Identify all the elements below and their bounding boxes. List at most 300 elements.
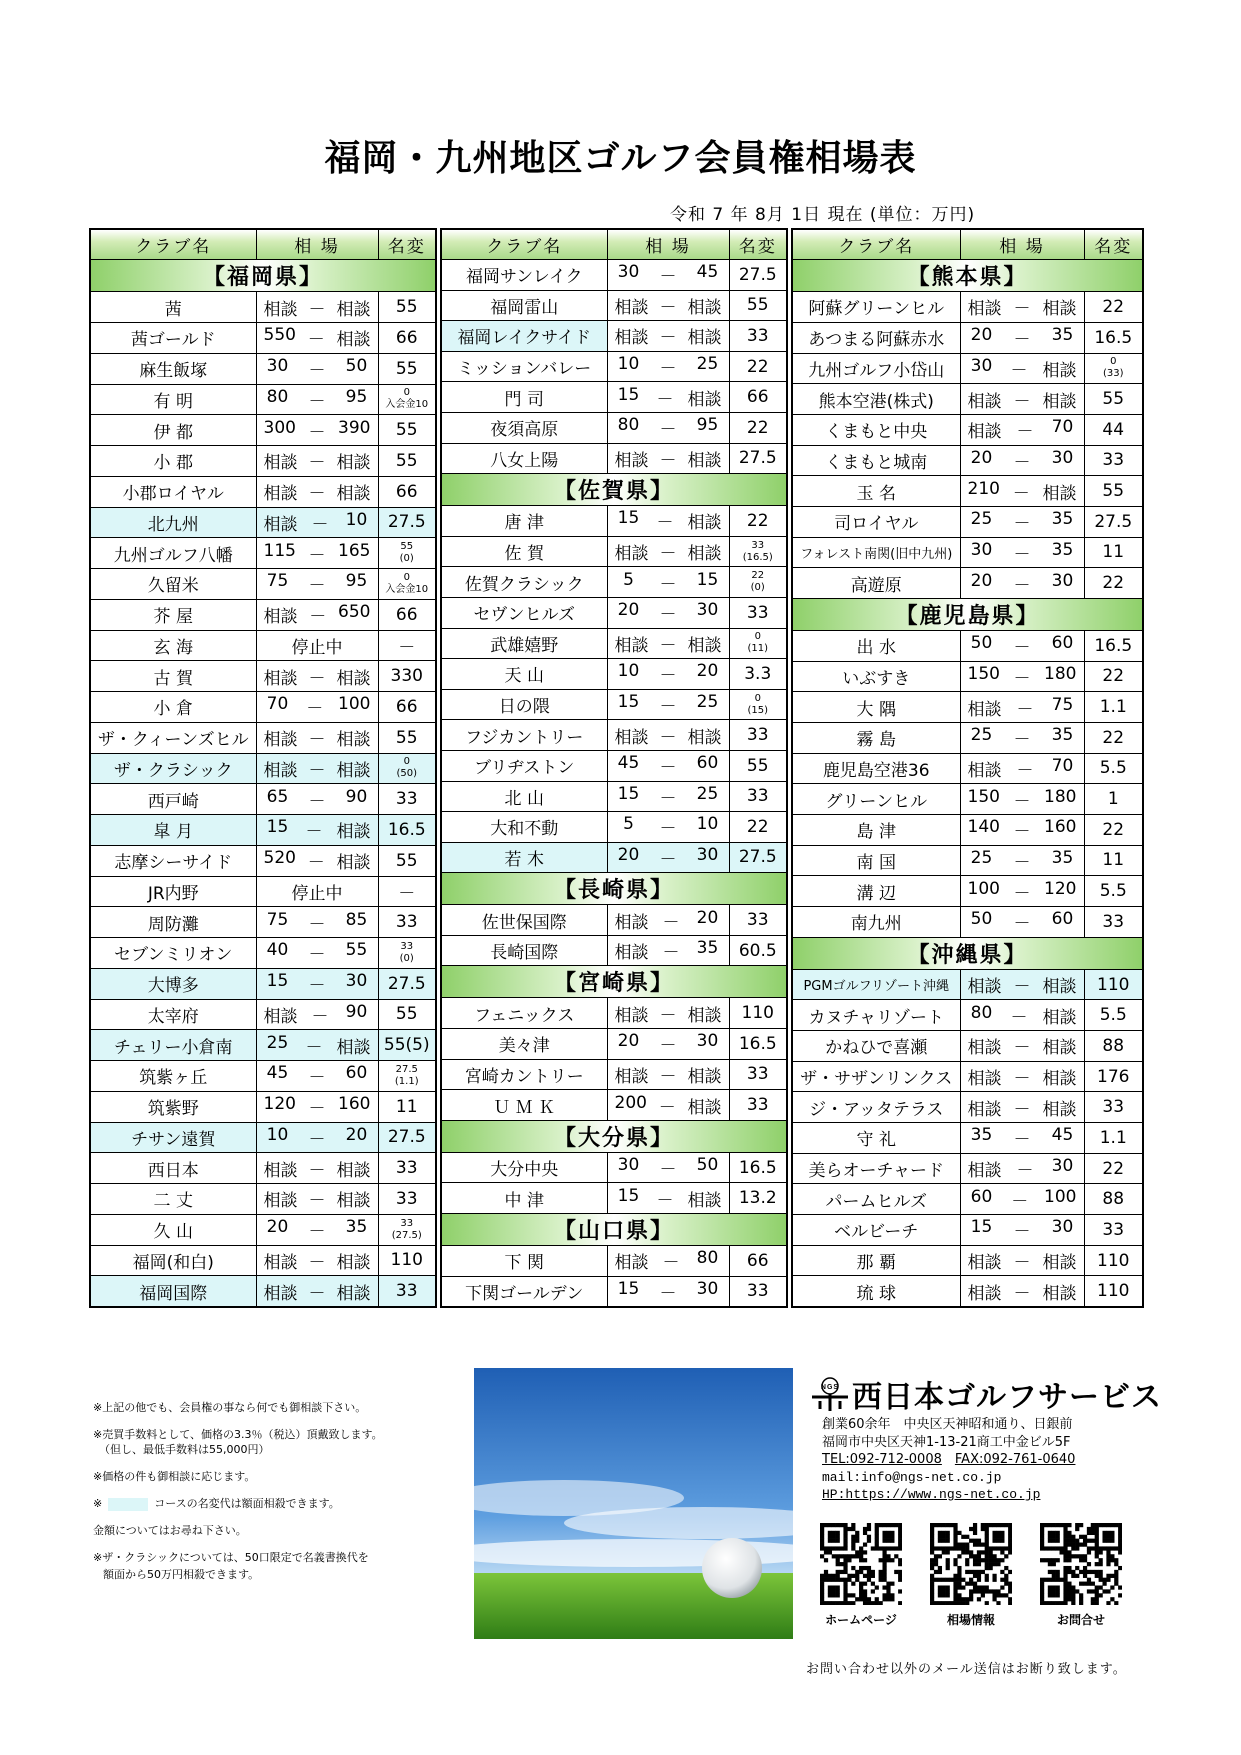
price-high: 95 bbox=[345, 386, 368, 407]
price-values bbox=[257, 510, 378, 535]
price-range bbox=[607, 689, 729, 720]
table-row bbox=[441, 506, 787, 537]
company-homepage[interactable]: HP:https://www.ngs-net.co.jp bbox=[822, 1487, 1041, 1502]
price-dash: － bbox=[659, 1005, 677, 1026]
table-row bbox=[90, 1245, 436, 1276]
price-values bbox=[608, 1062, 729, 1087]
transfer-fee: 33 bbox=[729, 1276, 787, 1307]
price-values bbox=[961, 972, 1084, 997]
price-values bbox=[961, 540, 1084, 565]
price-range bbox=[960, 1092, 1084, 1123]
price-values bbox=[257, 448, 378, 473]
price-range bbox=[256, 384, 378, 415]
qr-contact[interactable] bbox=[1040, 1523, 1122, 1628]
club-name: 美らオーチャード bbox=[792, 1153, 960, 1184]
price-values bbox=[961, 417, 1084, 442]
table-row bbox=[441, 1183, 787, 1214]
table-row bbox=[792, 1245, 1143, 1276]
price-high: 45 bbox=[696, 262, 719, 283]
price-high: 50 bbox=[345, 356, 368, 377]
price-values bbox=[257, 387, 378, 412]
price-range bbox=[607, 781, 729, 812]
transfer-fee: 33 bbox=[1084, 1215, 1143, 1246]
club-name: いぶすき bbox=[792, 661, 960, 692]
note-text: コースの名変代は額面相殺できます。 bbox=[154, 1497, 340, 1510]
price-dash: － bbox=[659, 359, 677, 380]
price-low: 50 bbox=[970, 909, 993, 930]
price-high: 相談 bbox=[687, 1005, 722, 1026]
club-name: 伊 都 bbox=[90, 415, 256, 446]
price-high: 120 bbox=[1044, 878, 1077, 899]
transfer-fee: 44 bbox=[1084, 414, 1143, 445]
price-dash: － bbox=[308, 1252, 326, 1273]
price-values bbox=[961, 787, 1084, 812]
price-low: 相談 bbox=[263, 730, 298, 751]
transfer-fee: 110 bbox=[378, 1245, 436, 1276]
company-tel[interactable]: TEL:092-712-0008 bbox=[822, 1452, 942, 1467]
table-header bbox=[90, 229, 436, 260]
price-low: 相談 bbox=[614, 1066, 649, 1087]
price-values bbox=[257, 1033, 378, 1058]
club-name: 茜 bbox=[90, 292, 256, 323]
price-values bbox=[608, 354, 729, 379]
price-high: 60 bbox=[1051, 633, 1074, 654]
price-values bbox=[608, 415, 729, 440]
price-high: 相談 bbox=[336, 853, 371, 874]
price-values bbox=[961, 1095, 1084, 1120]
price-high: 650 bbox=[338, 602, 371, 623]
price-high: 35 bbox=[1051, 725, 1074, 746]
transfer-fee bbox=[378, 938, 436, 969]
company-mail[interactable]: mail:info@ngs-net.co.jp bbox=[822, 1469, 1002, 1485]
transfer-fee bbox=[378, 384, 436, 415]
table-row bbox=[90, 907, 436, 938]
price-dash: － bbox=[659, 666, 677, 687]
table-row bbox=[792, 1061, 1143, 1092]
transfer-fee: 88 bbox=[1084, 1184, 1143, 1215]
price-high: 相談 bbox=[1042, 483, 1077, 504]
price-low: 5 bbox=[623, 814, 634, 835]
price-low: 80 bbox=[266, 386, 289, 407]
price-range bbox=[607, 290, 729, 321]
table-row bbox=[90, 1153, 436, 1184]
price-dash: － bbox=[1013, 730, 1031, 751]
column-header-price: 相 場 bbox=[607, 229, 729, 260]
fee-sub: (0) bbox=[399, 553, 414, 565]
table-row bbox=[90, 784, 436, 815]
note: ※ザ・クラシックについては、50口限定で名義書換代を bbox=[93, 1551, 369, 1564]
price-high: 35 bbox=[1051, 325, 1074, 346]
price-values bbox=[961, 509, 1084, 534]
company-logo bbox=[808, 1372, 1162, 1416]
club-name: 皐 月 bbox=[90, 815, 256, 846]
price-range bbox=[256, 1061, 378, 1092]
club-name: 芥 屋 bbox=[90, 599, 256, 630]
price-range bbox=[960, 1123, 1084, 1154]
club-name: 古 賀 bbox=[90, 661, 256, 692]
price-high: 相談 bbox=[687, 544, 722, 565]
price-range bbox=[607, 536, 729, 567]
price-range bbox=[256, 323, 378, 354]
price-table-2 bbox=[440, 228, 788, 1308]
transfer-fee: 33 bbox=[378, 907, 436, 938]
transfer-fee: 66 bbox=[729, 382, 787, 413]
table-row bbox=[90, 1061, 436, 1092]
price-values bbox=[257, 694, 378, 719]
price-range bbox=[607, 750, 729, 781]
price-dash: － bbox=[308, 1283, 326, 1304]
price-low: 30 bbox=[617, 262, 640, 283]
table-row bbox=[90, 353, 436, 384]
transfer-fee bbox=[729, 689, 787, 720]
price-dash: － bbox=[308, 361, 326, 382]
table-row bbox=[441, 1029, 787, 1060]
price-values bbox=[257, 1186, 378, 1211]
transfer-fee: 27.5 bbox=[729, 842, 787, 873]
price-high: 相談 bbox=[336, 1160, 371, 1181]
price-high: 60 bbox=[1051, 909, 1074, 930]
transfer-fee: 27.5 bbox=[729, 260, 787, 291]
price-dash: － bbox=[1013, 1069, 1031, 1090]
company-fax[interactable]: FAX:092-761-0640 bbox=[954, 1452, 1076, 1467]
transfer-fee: 55 bbox=[378, 292, 436, 323]
price-high: 15 bbox=[696, 569, 719, 590]
price-range bbox=[256, 722, 378, 753]
price-low: 120 bbox=[263, 1094, 296, 1115]
price-values bbox=[961, 1187, 1084, 1212]
price-values bbox=[961, 387, 1084, 412]
club-name: 小 倉 bbox=[90, 692, 256, 723]
price-high: 相談 bbox=[687, 450, 722, 471]
highlight-swatch bbox=[108, 1498, 148, 1511]
transfer-fee: － bbox=[378, 630, 436, 661]
price-dash: － bbox=[659, 1036, 677, 1057]
table-row bbox=[90, 722, 436, 753]
price-high: 相談 bbox=[336, 668, 371, 689]
price-high: 60 bbox=[345, 1063, 368, 1084]
price-range bbox=[960, 414, 1084, 445]
table-row bbox=[792, 630, 1143, 661]
qr-label: ホームページ bbox=[825, 1613, 897, 1627]
table-header bbox=[792, 229, 1143, 260]
price-values bbox=[608, 1186, 729, 1211]
prefecture-row bbox=[441, 873, 787, 905]
price-range bbox=[960, 969, 1084, 1000]
transfer-fee bbox=[378, 753, 436, 784]
price-low: 相談 bbox=[263, 668, 298, 689]
price-values bbox=[608, 293, 729, 318]
price-range bbox=[256, 938, 378, 969]
table-row bbox=[792, 1092, 1143, 1123]
price-dash: － bbox=[1013, 391, 1031, 412]
price-high: 30 bbox=[1051, 447, 1074, 468]
column-header-transfer: 名変 bbox=[729, 229, 787, 260]
price-values bbox=[608, 1155, 729, 1180]
price-high: 20 bbox=[345, 1124, 368, 1145]
company-info bbox=[822, 1416, 1075, 1504]
transfer-fee bbox=[378, 569, 436, 600]
table-row bbox=[792, 1031, 1143, 1062]
price-values bbox=[608, 1093, 729, 1118]
table-row bbox=[90, 1184, 436, 1215]
price-low: 相談 bbox=[614, 727, 649, 748]
price-high: 相談 bbox=[336, 1283, 371, 1304]
price-dash: － bbox=[656, 513, 674, 534]
price-low: 80 bbox=[617, 415, 640, 436]
fee-main: 33 bbox=[400, 940, 414, 952]
price-low: 20 bbox=[970, 447, 993, 468]
qr-codes bbox=[820, 1523, 1122, 1628]
qr-homepage[interactable] bbox=[820, 1523, 902, 1628]
transfer-fee: 11 bbox=[1084, 537, 1143, 568]
club-name: 出 水 bbox=[792, 630, 960, 661]
price-range bbox=[256, 999, 378, 1030]
price-range bbox=[607, 1276, 729, 1307]
club-name: 武雄嬉野 bbox=[441, 628, 607, 659]
price-dash: － bbox=[308, 730, 326, 751]
transfer-fee: 66 bbox=[378, 692, 436, 723]
price-range bbox=[256, 1091, 378, 1122]
price-dash: － bbox=[308, 976, 326, 997]
price-dash: － bbox=[1013, 1222, 1031, 1243]
price-low: 20 bbox=[617, 844, 640, 865]
price-low: 相談 bbox=[263, 1283, 298, 1304]
price-values bbox=[257, 910, 378, 935]
price-range bbox=[256, 815, 378, 846]
club-name: パームヒルズ bbox=[792, 1184, 960, 1215]
price-values bbox=[608, 262, 729, 287]
table-row bbox=[441, 628, 787, 659]
table-row bbox=[792, 568, 1143, 599]
price-high: 30 bbox=[1051, 1156, 1074, 1177]
price-low: 相談 bbox=[263, 607, 298, 628]
price-low: 相談 bbox=[967, 1283, 1002, 1304]
price-values bbox=[608, 1001, 729, 1026]
prefecture-row bbox=[792, 598, 1143, 630]
table-row bbox=[90, 384, 436, 415]
price-high: 相談 bbox=[1042, 1253, 1077, 1274]
prefecture-row bbox=[792, 260, 1143, 292]
qr-label: 相場情報 bbox=[946, 1613, 995, 1627]
price-range bbox=[960, 845, 1084, 876]
price-values bbox=[257, 756, 378, 781]
table-row bbox=[90, 938, 436, 969]
table-row bbox=[441, 290, 787, 321]
transfer-fee bbox=[729, 628, 787, 659]
price-values bbox=[608, 814, 729, 839]
price-dash: － bbox=[308, 1129, 326, 1150]
price-values bbox=[608, 539, 729, 564]
price-range bbox=[256, 1184, 378, 1215]
price-values bbox=[257, 1248, 378, 1273]
table-row bbox=[90, 292, 436, 323]
price-dash: － bbox=[656, 389, 674, 410]
club-name: 筑紫野 bbox=[90, 1091, 256, 1122]
price-range bbox=[256, 907, 378, 938]
price-dash: － bbox=[1011, 1191, 1029, 1212]
price-high: 160 bbox=[338, 1094, 371, 1115]
price-range bbox=[607, 905, 729, 936]
price-high: 30 bbox=[345, 971, 368, 992]
price-low: 相談 bbox=[967, 1099, 1002, 1120]
price-range bbox=[256, 630, 378, 661]
table-row bbox=[441, 781, 787, 812]
price-low: 15 bbox=[617, 1185, 640, 1206]
club-name: 宮崎カントリー bbox=[441, 1059, 607, 1090]
table-row bbox=[792, 414, 1143, 445]
price-high: 50 bbox=[696, 1155, 719, 1176]
table-row bbox=[90, 968, 436, 999]
price-range bbox=[607, 1152, 729, 1183]
table-row bbox=[441, 412, 787, 443]
price-dash: － bbox=[305, 822, 323, 843]
price-range bbox=[960, 384, 1084, 415]
club-name: 九州ゴルフ小岱山 bbox=[792, 353, 960, 384]
price-dash: － bbox=[1013, 1130, 1031, 1151]
price-high: 35 bbox=[345, 1217, 368, 1238]
price-dash: － bbox=[308, 484, 326, 505]
price-low: 50 bbox=[970, 633, 993, 654]
price-values bbox=[608, 753, 729, 778]
club-name: 小 郡 bbox=[90, 446, 256, 477]
table-header bbox=[441, 229, 787, 260]
price-range bbox=[607, 567, 729, 598]
transfer-fee: 22 bbox=[1084, 814, 1143, 845]
qr-code-icon bbox=[930, 1523, 1012, 1605]
transfer-fee: 11 bbox=[1084, 845, 1143, 876]
price-dash: － bbox=[1013, 575, 1031, 596]
transfer-fee: 55 bbox=[378, 353, 436, 384]
price-low: 30 bbox=[970, 355, 993, 376]
price-values bbox=[257, 664, 378, 689]
table-row bbox=[441, 842, 787, 873]
price-range bbox=[256, 415, 378, 446]
price-low: 20 bbox=[970, 570, 993, 591]
club-name: 大分中央 bbox=[441, 1152, 607, 1183]
price-dash: － bbox=[1016, 422, 1034, 443]
table-row bbox=[90, 1276, 436, 1307]
club-name: 鹿児島空港36 bbox=[792, 753, 960, 784]
price-high: 相談 bbox=[1042, 299, 1077, 320]
transfer-fee: 33 bbox=[378, 1184, 436, 1215]
club-name: 志摩シーサイド bbox=[90, 845, 256, 876]
club-name: フジカントリー bbox=[441, 720, 607, 751]
price-range bbox=[960, 1153, 1084, 1184]
club-name: 茜ゴールド bbox=[90, 323, 256, 354]
price-range bbox=[960, 814, 1084, 845]
club-name: 有 明 bbox=[90, 384, 256, 415]
prefecture-heading: 【佐賀県】 bbox=[441, 474, 787, 506]
note: 額面から50万円相殺できます。 bbox=[103, 1568, 260, 1581]
notes bbox=[93, 1400, 383, 1594]
transfer-fee bbox=[378, 1214, 436, 1245]
price-dash: － bbox=[1013, 791, 1031, 812]
price-dash: － bbox=[308, 422, 326, 443]
price-dash: － bbox=[308, 668, 326, 689]
price-low: 150 bbox=[967, 786, 1000, 807]
price-dash: － bbox=[308, 791, 326, 812]
price-values bbox=[961, 1064, 1084, 1089]
price-high: 相談 bbox=[336, 330, 371, 351]
price-values bbox=[961, 725, 1084, 750]
table-row bbox=[90, 876, 436, 907]
price-dash: － bbox=[659, 328, 677, 349]
price-values bbox=[257, 541, 378, 566]
table-row bbox=[441, 812, 787, 843]
price-values bbox=[961, 879, 1084, 904]
price-high: 95 bbox=[345, 571, 368, 592]
price-high: 相談 bbox=[336, 299, 371, 320]
price-high: 10 bbox=[696, 814, 719, 835]
price-dash: － bbox=[1013, 1253, 1031, 1274]
status-text: 停止中 bbox=[291, 883, 343, 904]
table-row bbox=[792, 292, 1143, 323]
price-low: 相談 bbox=[967, 422, 1002, 443]
price-low: 10 bbox=[617, 661, 640, 682]
price-dash: － bbox=[1016, 760, 1034, 781]
table-row bbox=[792, 353, 1143, 384]
table-row bbox=[90, 476, 436, 507]
table-row bbox=[792, 814, 1143, 845]
transfer-fee: 33 bbox=[378, 1153, 436, 1184]
price-values bbox=[257, 1125, 378, 1150]
price-values bbox=[961, 1156, 1084, 1181]
fee-sub: 入会金10 bbox=[385, 399, 429, 411]
price-values bbox=[257, 1063, 378, 1088]
price-dash: － bbox=[308, 1099, 326, 1120]
price-low: 相談 bbox=[614, 450, 649, 471]
price-values bbox=[257, 479, 378, 504]
price-range bbox=[960, 537, 1084, 568]
transfer-fee: 55 bbox=[378, 845, 436, 876]
price-dash: － bbox=[662, 1253, 680, 1274]
price-range bbox=[256, 1214, 378, 1245]
price-dash: － bbox=[311, 514, 329, 535]
price-table-3 bbox=[791, 228, 1144, 1308]
price-values bbox=[608, 1248, 729, 1273]
transfer-fee: 11 bbox=[378, 1091, 436, 1122]
club-name: 太宰府 bbox=[90, 999, 256, 1030]
price-dash: － bbox=[659, 819, 677, 840]
fee-main: 33 bbox=[751, 539, 765, 551]
price-high: 160 bbox=[1044, 817, 1077, 838]
table-row bbox=[792, 384, 1143, 415]
transfer-fee: 33 bbox=[729, 905, 787, 936]
transfer-fee: 33 bbox=[729, 321, 787, 352]
club-name: グリーンヒル bbox=[792, 784, 960, 815]
price-dash: － bbox=[659, 267, 677, 288]
table-row bbox=[90, 999, 436, 1030]
club-name: 大和不動 bbox=[441, 812, 607, 843]
price-low: 相談 bbox=[263, 299, 298, 320]
prefecture-heading: 【沖縄県】 bbox=[792, 937, 1143, 969]
club-name: 福岡雷山 bbox=[441, 290, 607, 321]
fee-main: 0 bbox=[754, 692, 761, 704]
table-row bbox=[792, 722, 1143, 753]
fee-sub: (16.5) bbox=[742, 551, 773, 563]
table-row bbox=[441, 260, 787, 291]
price-low: 70 bbox=[266, 694, 289, 715]
qr-market-info[interactable] bbox=[930, 1523, 1012, 1628]
table-row bbox=[90, 323, 436, 354]
club-name: 那 覇 bbox=[792, 1245, 960, 1276]
table-row bbox=[792, 907, 1143, 938]
price-low: 15 bbox=[617, 692, 640, 713]
transfer-fee bbox=[729, 567, 787, 598]
price-dash: － bbox=[659, 450, 677, 471]
price-values bbox=[257, 848, 378, 873]
price-high: 30 bbox=[696, 1278, 719, 1299]
